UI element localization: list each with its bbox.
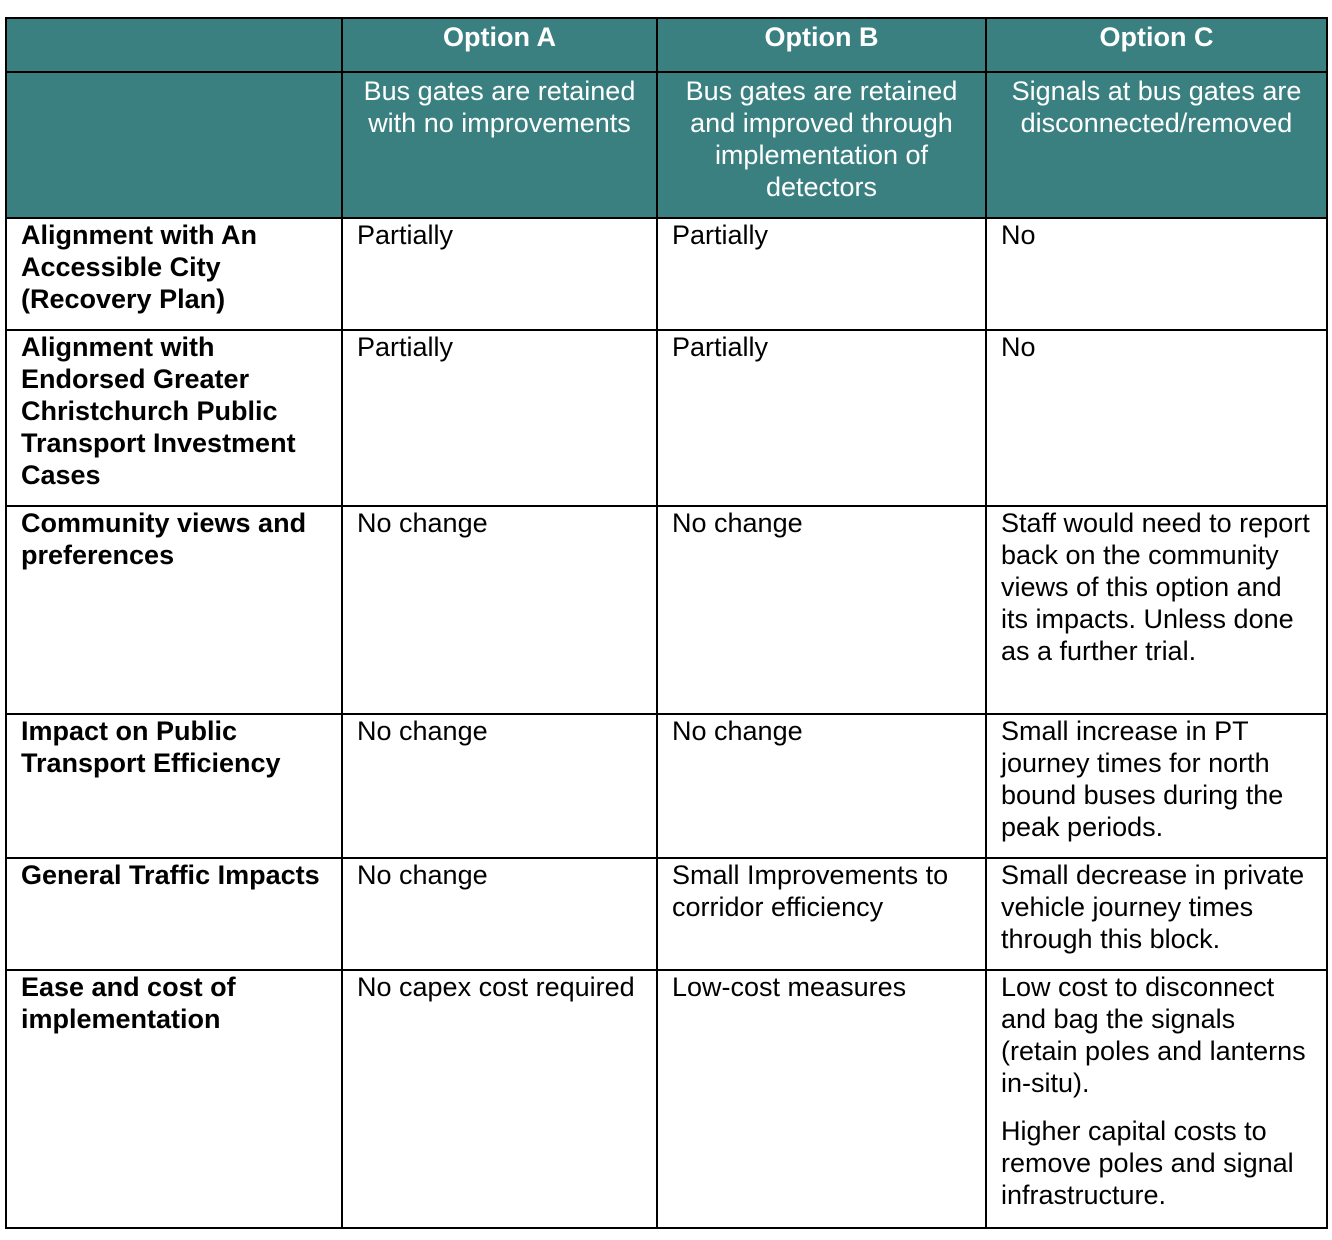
table-row bbox=[6, 970, 1327, 1228]
option-c-cell bbox=[986, 506, 1327, 714]
option-c-cell bbox=[986, 218, 1327, 330]
description-option-a: Bus gates are retained with no improvements bbox=[342, 72, 657, 218]
option-c-cell bbox=[986, 970, 1327, 1228]
criterion-cell: Ease and cost of implementation bbox=[6, 970, 342, 1228]
option-b-cell: Partially bbox=[657, 330, 986, 506]
criterion-cell: Community views and preferences bbox=[6, 506, 342, 714]
option-b-cell: Low-cost measures bbox=[657, 970, 986, 1228]
header-empty-cell bbox=[6, 18, 342, 72]
option-a-cell: No change bbox=[342, 714, 657, 858]
description-empty-cell bbox=[6, 72, 342, 218]
criterion-cell: Impact on Public Transport Efficiency bbox=[6, 714, 342, 858]
option-a-cell: Partially bbox=[342, 330, 657, 506]
option-c-paragraph: Staff would need to report back on the community views of this option and its impacts. Unless done as a further trial. bbox=[1001, 508, 1310, 666]
description-option-b: Bus gates are retained and improved through implementation of detectors bbox=[657, 72, 986, 218]
option-a-cell: No change bbox=[342, 858, 657, 970]
option-c-cell bbox=[986, 858, 1327, 970]
option-c-paragraph: Low cost to disconnect and bag the signals (retain poles and lanterns in-situ). bbox=[1001, 972, 1306, 1098]
option-c-cell bbox=[986, 330, 1327, 506]
option-c-paragraph: No bbox=[1001, 220, 1036, 250]
table-row bbox=[6, 506, 1327, 714]
table-row bbox=[6, 330, 1327, 506]
criterion-cell: Alignment with An Accessible City (Recovery Plan) bbox=[6, 218, 342, 330]
option-c-paragraph: Small increase in PT journey times for north bound buses during the peak periods. bbox=[1001, 716, 1284, 842]
header-option-c: Option C bbox=[986, 18, 1327, 72]
option-a-cell: No change bbox=[342, 506, 657, 714]
option-c-cell bbox=[986, 714, 1327, 858]
options-comparison-table bbox=[5, 17, 1328, 1229]
table-row bbox=[6, 858, 1327, 970]
criterion-cell: Alignment with Endorsed Greater Christchurch Public Transport Investment Cases bbox=[6, 330, 342, 506]
option-b-cell: Small Improvements to corridor efficiency bbox=[657, 858, 986, 970]
option-b-cell: Partially bbox=[657, 218, 986, 330]
criterion-cell: General Traffic Impacts bbox=[6, 858, 342, 970]
header-option-a: Option A bbox=[342, 18, 657, 72]
option-header-row bbox=[6, 18, 1327, 72]
option-b-cell: No change bbox=[657, 714, 986, 858]
option-a-cell: No capex cost required bbox=[342, 970, 657, 1228]
option-b-cell: No change bbox=[657, 506, 986, 714]
option-a-cell: Partially bbox=[342, 218, 657, 330]
description-option-c: Signals at bus gates are disconnected/removed bbox=[986, 72, 1327, 218]
option-c-paragraph: Small decrease in private vehicle journey times through this block. bbox=[1001, 860, 1305, 954]
table-row bbox=[6, 714, 1327, 858]
header-option-b: Option B bbox=[657, 18, 986, 72]
option-c-paragraph: Higher capital costs to remove poles and signal infrastructure. bbox=[1001, 1116, 1294, 1210]
table-row bbox=[6, 218, 1327, 330]
option-description-row bbox=[6, 72, 1327, 218]
option-c-paragraph: No bbox=[1001, 332, 1036, 362]
